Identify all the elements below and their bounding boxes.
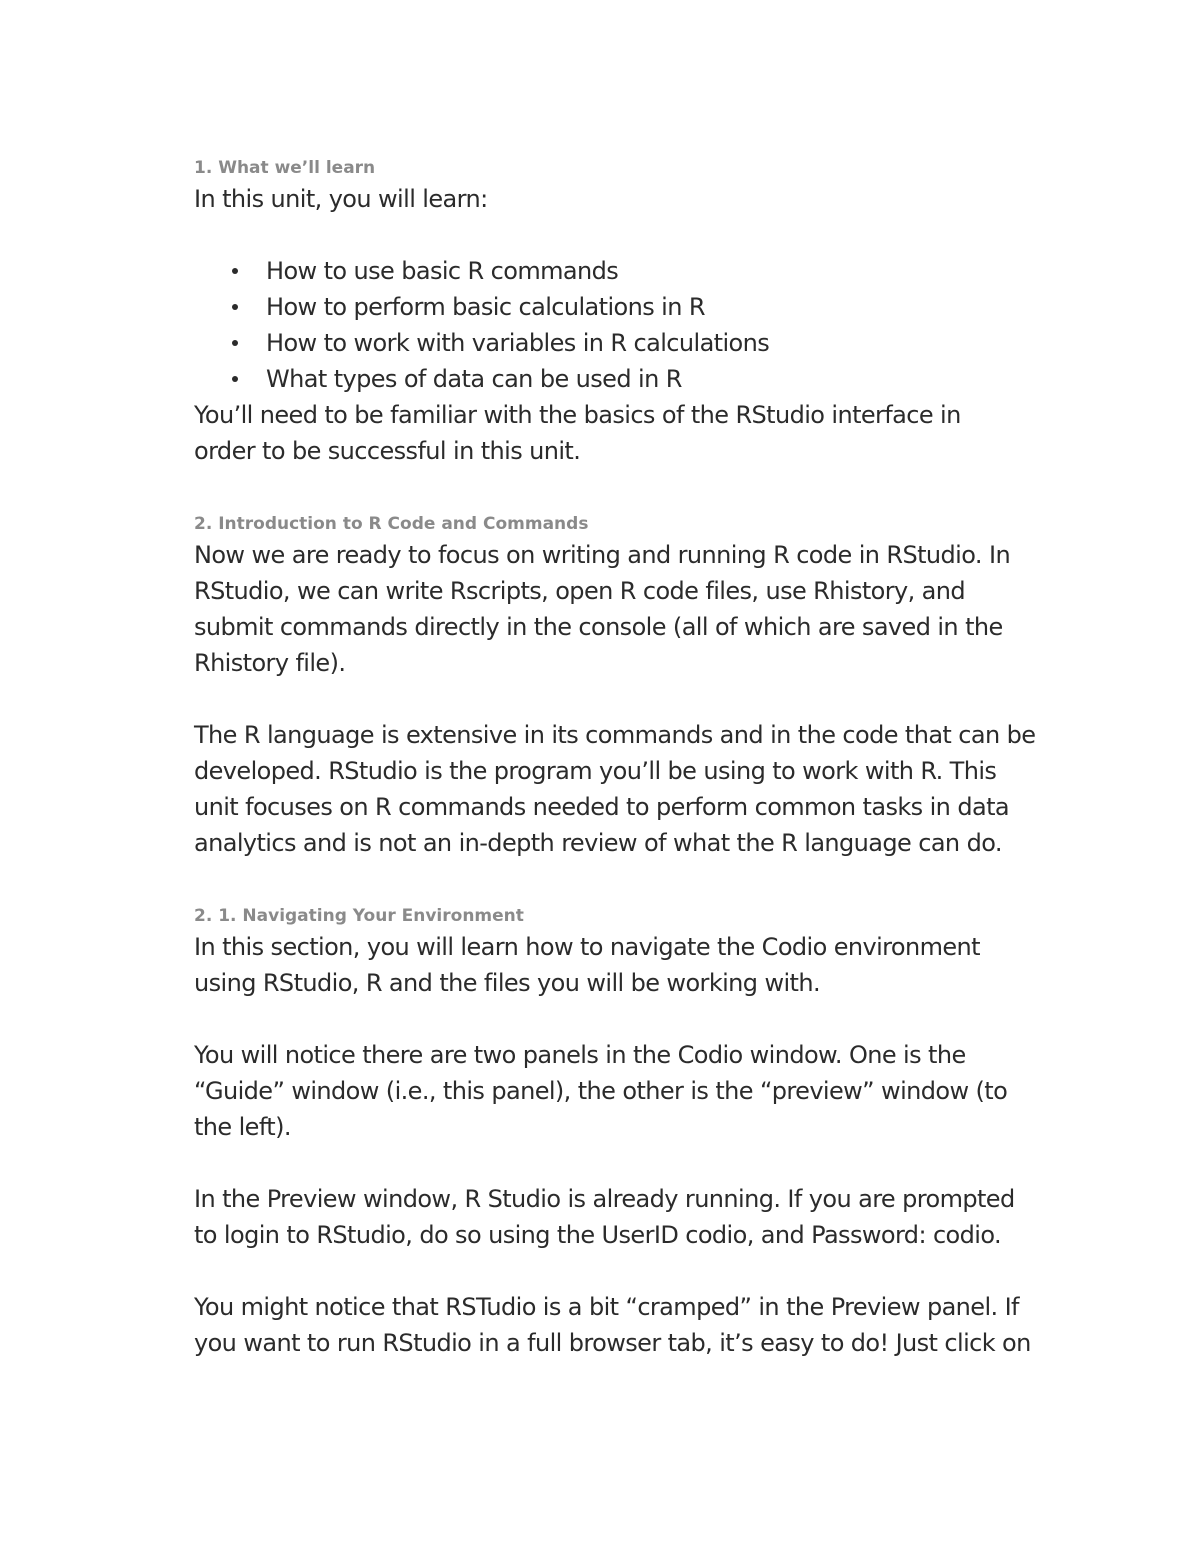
paragraph-line: unit focuses on R commands needed to perform common tasks in data <box>194 793 1009 821</box>
bullet-icon <box>232 340 238 346</box>
list-item: How to use basic R commands <box>230 253 1074 289</box>
document-page <box>194 155 1074 1361</box>
paragraph-line: “Guide” window (i.e., this panel), the other is the “preview” window (to <box>194 1077 1008 1105</box>
section-heading-navigating-environment: 2. 1. Navigating Your Environment <box>194 906 524 926</box>
paragraph-line: developed. RStudio is the program you’ll be using to work with R. This <box>194 757 997 785</box>
paragraph-line: you want to run RStudio in a full browser tab, it’s easy to do! Just click on <box>194 1329 1031 1357</box>
prerequisite-text-line: order to be successful in this unit. <box>194 437 581 465</box>
paragraph-line: to login to RStudio, do so using the UserID codio, and Password: codio. <box>194 1221 1002 1249</box>
intro-text: In this unit, you will learn: <box>194 185 488 213</box>
paragraph-line: The R language is extensive in its commands and in the code that can be <box>194 721 1036 749</box>
list-item: How to work with variables in R calculations <box>230 325 1074 361</box>
bullet-icon <box>232 376 238 382</box>
paragraph-line: Rhistory file). <box>194 649 346 677</box>
paragraph-line: the left). <box>194 1113 291 1141</box>
bullet-icon <box>232 268 238 274</box>
paragraph-line: In the Preview window, R Studio is already running. If you are prompted <box>194 1185 1015 1213</box>
list-item: What types of data can be used in R <box>230 361 1074 397</box>
paragraph-line: You will notice there are two panels in the Codio window. One is the <box>194 1041 966 1069</box>
prerequisite-text-line: You’ll need to be familiar with the basics of the RStudio interface in <box>194 401 961 429</box>
paragraph-line: using RStudio, R and the files you will be working with. <box>194 969 821 997</box>
paragraph-line: Now we are ready to focus on writing and running R code in RStudio. In <box>194 541 1011 569</box>
section-heading-what-well-learn: 1. What we’ll learn <box>194 158 376 178</box>
list-item: How to perform basic calculations in R <box>230 289 1074 325</box>
learning-list <box>194 253 1074 397</box>
paragraph-line: analytics and is not an in-depth review of what the R language can do. <box>194 829 1002 857</box>
paragraph-line: In this section, you will learn how to navigate the Codio environment <box>194 933 980 961</box>
paragraph-line: RStudio, we can write Rscripts, open R code files, use Rhistory, and <box>194 577 966 605</box>
paragraph-line: You might notice that RSTudio is a bit “cramped” in the Preview panel. If <box>194 1293 1019 1321</box>
section-heading-intro-r-code: 2. Introduction to R Code and Commands <box>194 514 589 534</box>
bullet-icon <box>232 304 238 310</box>
paragraph-line: submit commands directly in the console (all of which are saved in the <box>194 613 1003 641</box>
